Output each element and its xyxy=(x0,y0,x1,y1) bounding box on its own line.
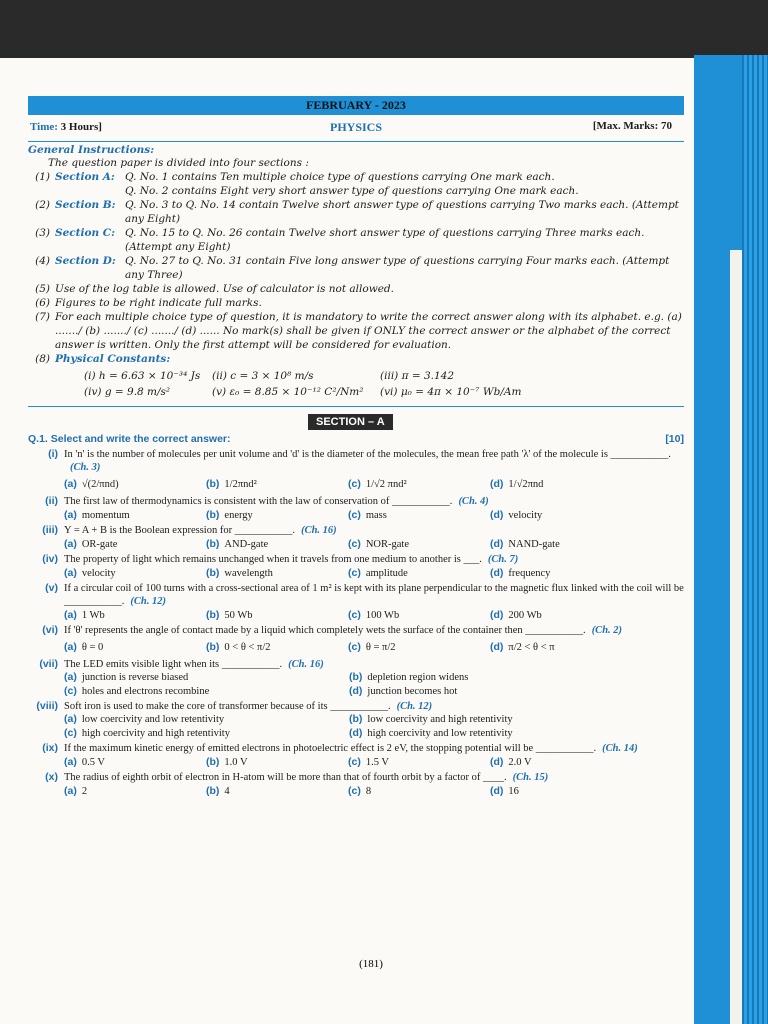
option xyxy=(64,713,349,726)
option xyxy=(64,567,206,580)
option-text: 4 xyxy=(224,786,230,797)
option-letter: (a) xyxy=(64,756,77,768)
option-text: low coercivity and low retentivity xyxy=(81,714,225,725)
option-text: depletion region widens xyxy=(367,672,469,683)
instruction-text: Q. No. 27 to Q. No. 31 contain Five long answer type of questions carrying Four marks each. (Attempt any Three) xyxy=(125,255,670,281)
section-divider xyxy=(28,406,684,433)
option-text: junction becomes hot xyxy=(367,686,458,697)
chapter-ref: (Ch. 16) xyxy=(288,659,324,670)
option-letter: (a) xyxy=(64,538,77,550)
option-letter: (c) xyxy=(64,727,77,739)
option-text: frequency xyxy=(508,568,551,579)
option xyxy=(206,756,348,769)
option-text: π/2 < θ < π xyxy=(508,642,555,653)
option xyxy=(348,756,490,769)
option-text: 200 Wb xyxy=(508,610,542,621)
option-letter: (a) xyxy=(64,609,77,621)
constant: (vi) μ₀ = 4π × 10⁻⁷ Wb/Am xyxy=(380,386,522,398)
mcq-item xyxy=(28,582,684,608)
option-text: amplitude xyxy=(365,568,408,579)
option-text: 1/√2 πnd² xyxy=(365,479,407,490)
option-letter: (d) xyxy=(490,509,504,521)
option-letter: (c) xyxy=(348,785,361,797)
option xyxy=(490,509,632,522)
chapter-ref: (Ch. 3) xyxy=(70,462,101,473)
option-letter: (d) xyxy=(490,609,504,621)
option-letter: (a) xyxy=(64,509,77,521)
instruction-text: Q. No. 2 contains Eight very short answer type of questions carrying One mark each. xyxy=(125,185,579,197)
option xyxy=(348,567,490,580)
mcq-number: (v) xyxy=(45,582,58,594)
constants-grid xyxy=(84,368,684,400)
mcq-options xyxy=(64,671,684,698)
instruction-text: Q. No. 3 to Q. No. 14 contain Twelve short answer type of questions carrying Two marks each. (Attempt any Eight) xyxy=(125,199,679,225)
option xyxy=(348,509,490,522)
instruction-text: Use of the log table is allowed. Use of calculator is not allowed. xyxy=(55,283,394,295)
option-text: energy xyxy=(224,510,253,521)
time-value: 3 Hours] xyxy=(60,121,102,133)
option-letter: (c) xyxy=(348,478,361,490)
instruction-text: Figures to be right indicate full marks. xyxy=(55,297,262,309)
option-text: mass xyxy=(365,510,387,521)
instruction-section: Section C: xyxy=(55,227,116,239)
instructions-title: General Instructions: xyxy=(28,144,155,156)
instruction-item xyxy=(28,226,684,254)
option-text: momentum xyxy=(81,510,130,521)
mcq-options xyxy=(64,756,684,769)
instruction-number: (7) xyxy=(35,311,50,323)
option-text: wavelength xyxy=(224,568,273,579)
mcq-number: (ix) xyxy=(42,742,58,754)
option xyxy=(490,567,632,580)
question-title: Select and write the correct answer: xyxy=(50,433,231,445)
question-block xyxy=(28,433,684,798)
mcq-options xyxy=(64,785,684,798)
option xyxy=(206,641,348,654)
option xyxy=(349,671,649,684)
option-letter: (c) xyxy=(348,756,361,768)
mcq-text: Y = A + B is the Boolean expression for ___________. xyxy=(64,525,296,536)
option xyxy=(206,509,348,522)
mcq-text: If 'θ' represents the angle of contact made by a liquid which completely wets the surface of the container then ___________. xyxy=(64,625,586,636)
option-text: 0.5 V xyxy=(81,757,105,768)
page-number: (181) xyxy=(359,958,383,970)
option-letter: (b) xyxy=(206,567,220,579)
option xyxy=(490,538,632,551)
mcq-number: (vii) xyxy=(39,658,58,670)
mcq-item xyxy=(28,624,684,637)
mcq-list xyxy=(28,448,684,798)
option-letter: (a) xyxy=(64,478,77,490)
option xyxy=(490,609,632,622)
option xyxy=(348,641,490,654)
option-text: NAND-gate xyxy=(508,539,560,550)
option-letter: (d) xyxy=(490,478,504,490)
mcq-number: (iii) xyxy=(42,524,58,536)
option-text: low coercivity and high retentivity xyxy=(367,714,513,725)
option-text: junction is reverse biased xyxy=(81,672,189,683)
option xyxy=(348,478,490,491)
option-text: 1 Wb xyxy=(81,610,105,621)
option xyxy=(206,785,348,798)
option-text: 1/√2πnd xyxy=(508,479,544,490)
option-letter: (c) xyxy=(348,609,361,621)
instruction-number: (6) xyxy=(35,297,50,309)
option-letter: (b) xyxy=(349,671,363,683)
mcq-item xyxy=(28,658,684,671)
instruction-number: (5) xyxy=(35,283,50,295)
scan-background xyxy=(0,0,768,60)
exam-date-banner: FEBRUARY - 2023 xyxy=(28,96,684,115)
mcq-item xyxy=(28,495,684,508)
instruction-item xyxy=(28,198,684,226)
option-text: θ = 0 xyxy=(81,642,104,653)
option-letter: (a) xyxy=(64,713,77,725)
mcq-number: (viii) xyxy=(36,700,58,712)
option-letter: (b) xyxy=(206,609,220,621)
instruction-item xyxy=(28,296,684,310)
constant: (i) h = 6.63 × 10⁻³⁴ Js xyxy=(84,370,201,382)
option xyxy=(349,685,649,698)
book-edge-pages xyxy=(742,55,768,1024)
instruction-section xyxy=(55,184,125,198)
mcq-options xyxy=(64,509,684,522)
chapter-ref: (Ch. 12) xyxy=(396,701,433,712)
option-text: √(2/πnd) xyxy=(81,479,119,490)
chapter-ref: (Ch. 15) xyxy=(512,772,549,783)
option xyxy=(349,727,649,740)
option xyxy=(64,756,206,769)
mcq-options xyxy=(64,641,684,654)
option xyxy=(64,478,206,491)
instruction-text: Q. No. 1 contains Ten multiple choice type of questions carrying One mark each. xyxy=(125,171,555,183)
option xyxy=(348,538,490,551)
instruction-section: Section B: xyxy=(55,199,116,211)
option xyxy=(64,538,206,551)
option-letter: (d) xyxy=(490,641,504,653)
option-letter: (b) xyxy=(206,509,220,521)
option-letter: (b) xyxy=(349,713,363,725)
option xyxy=(64,785,206,798)
option-text: AND-gate xyxy=(224,539,269,550)
mcq-number: (x) xyxy=(45,771,58,783)
option-text: 50 Wb xyxy=(224,610,253,621)
instruction-number: (3) xyxy=(35,227,50,239)
mcq-text: The radius of eighth orbit of electron in H-atom will be more than that of fourth orbit by a factor of ____. xyxy=(64,772,507,783)
mcq-text: If the maximum kinetic energy of emitted electrons in photoelectric effect is 2 eV, the stopping potential will be ___________. xyxy=(64,743,597,754)
chapter-ref: (Ch. 2) xyxy=(591,625,623,636)
chapter-ref: (Ch. 12) xyxy=(130,596,166,607)
option xyxy=(348,785,490,798)
section-title: SECTION – A xyxy=(308,414,393,430)
option-letter: (a) xyxy=(64,671,77,683)
mcq-item xyxy=(28,742,684,755)
instruction-item xyxy=(28,254,684,282)
option-text: OR-gate xyxy=(81,539,118,550)
option xyxy=(206,538,348,551)
exam-header-row xyxy=(28,115,684,142)
option-letter: (d) xyxy=(490,756,504,768)
mcq-options xyxy=(64,538,684,551)
constant: (iii) π = 3.142 xyxy=(380,370,455,382)
instruction-item xyxy=(28,184,684,198)
option-text: 8 xyxy=(365,786,372,797)
option xyxy=(348,609,490,622)
option-text: 100 Wb xyxy=(365,610,400,621)
subject-title: PHYSICS xyxy=(329,120,382,134)
option-letter: (a) xyxy=(64,785,77,797)
option-letter: (b) xyxy=(206,478,220,490)
mcq-options xyxy=(64,567,684,580)
chapter-ref: (Ch. 4) xyxy=(458,496,489,507)
option xyxy=(64,641,206,654)
option xyxy=(64,671,349,684)
option xyxy=(490,756,632,769)
page-margin xyxy=(730,250,742,1024)
instruction-item xyxy=(28,282,684,296)
option-text: 16 xyxy=(508,786,519,797)
instruction-number: (2) xyxy=(35,199,50,211)
mcq-text: If a circular coil of 100 turns with a cross-sectional area of 1 m² is kept with its plane perpendicular to the magnetic flux linked with the coil will be ___________. xyxy=(64,583,684,607)
constant: (v) ε₀ = 8.85 × 10⁻¹² C²/Nm² xyxy=(212,386,364,398)
instruction-item xyxy=(28,310,684,352)
option-letter: (c) xyxy=(348,641,361,653)
option xyxy=(64,727,349,740)
instruction-section: Section A: xyxy=(55,171,115,183)
question-number: Q.1. xyxy=(28,433,48,445)
exam-paper xyxy=(28,96,684,798)
option-letter: (b) xyxy=(206,538,220,550)
mcq-text: Soft iron is used to make the core of transformer because of its ___________. xyxy=(64,701,391,712)
option-text: 2 xyxy=(81,786,88,797)
option xyxy=(490,641,632,654)
option-letter: (d) xyxy=(349,727,363,739)
mcq-text: The LED emits visible light when its ___________. xyxy=(64,659,283,670)
mcq-text: The first law of thermodynamics is consistent with the law of conservation of ___________. xyxy=(64,496,453,507)
mcq-options xyxy=(64,478,684,491)
option-text: 1.5 V xyxy=(365,757,389,768)
option-letter: (d) xyxy=(349,685,363,697)
chapter-ref: (Ch. 14) xyxy=(602,743,638,754)
mcq-item xyxy=(28,448,684,474)
option-letter: (c) xyxy=(64,685,77,697)
mcq-number: (vi) xyxy=(42,624,58,636)
option-letter: (a) xyxy=(64,641,77,653)
instructions-intro: The question paper is divided into four sections : xyxy=(48,157,309,169)
option-text: 2.0 V xyxy=(508,757,532,768)
option-letter: (b) xyxy=(206,785,220,797)
mcq-text: The property of light which remains unchanged when it travels from one medium to another is ___. xyxy=(64,554,482,565)
option-letter: (c) xyxy=(348,538,361,550)
option-letter: (d) xyxy=(490,567,504,579)
instruction-text: Physical Constants: xyxy=(55,353,171,365)
instruction-number: (8) xyxy=(35,353,50,365)
instruction-section: Section D: xyxy=(55,255,116,267)
option-text: θ = π/2 xyxy=(365,642,396,653)
option-letter: (c) xyxy=(348,509,361,521)
question-marks: [10] xyxy=(665,433,684,445)
instructions-list xyxy=(28,170,684,366)
option-letter: (d) xyxy=(490,785,504,797)
instruction-number: (4) xyxy=(35,255,50,267)
option-text: holes and electrons recombine xyxy=(81,686,210,697)
mcq-number: (i) xyxy=(48,448,58,460)
mcq-options xyxy=(64,713,684,740)
chapter-ref: (Ch. 7) xyxy=(487,554,519,565)
option-text: high coercivity and low retentivity xyxy=(367,728,513,739)
option-letter: (b) xyxy=(206,756,220,768)
option xyxy=(206,478,348,491)
option-text: high coercivity and high retentivity xyxy=(81,728,230,739)
max-marks: [Max. Marks: 70 xyxy=(592,120,672,132)
option xyxy=(490,478,632,491)
mcq-number: (ii) xyxy=(45,495,58,507)
option xyxy=(349,713,649,726)
instruction-text: Q. No. 15 to Q. No. 26 contain Twelve short answer type of questions carrying Three marks each. (Attempt any Eight) xyxy=(125,227,645,253)
option-text: velocity xyxy=(508,510,543,521)
option xyxy=(64,609,206,622)
option-letter: (b) xyxy=(206,641,220,653)
mcq-item xyxy=(28,553,684,566)
option xyxy=(206,609,348,622)
option-text: NOR-gate xyxy=(365,539,409,550)
option-letter: (d) xyxy=(490,538,504,550)
option xyxy=(206,567,348,580)
mcq-options xyxy=(64,609,684,622)
constant: (iv) g = 9.8 m/s² xyxy=(84,386,171,398)
option xyxy=(490,785,632,798)
mcq-item xyxy=(28,700,684,713)
chapter-ref: (Ch. 16) xyxy=(301,525,337,536)
option-text: 0 < θ < π/2 xyxy=(224,642,271,653)
instruction-item xyxy=(28,170,684,184)
instruction-number xyxy=(28,184,55,198)
instruction-text: For each multiple choice type of question, it is mandatory to write the correct answer along with its alphabet. e.g. (a) ......./ (b) ......./ (c) ......./ (d) ...... No mark(s) shall be given if ONLY the correct answer or the alphabet of the correct answer is written. Only the first attempt will be considered for evaluation. xyxy=(55,311,682,351)
mcq-item xyxy=(28,524,684,537)
option-letter: (a) xyxy=(64,567,77,579)
instruction-item xyxy=(28,352,684,366)
option-text: velocity xyxy=(81,568,116,579)
option-text: 1/2πnd² xyxy=(224,479,257,490)
instruction-number: (1) xyxy=(35,171,50,183)
mcq-number: (iv) xyxy=(42,553,58,565)
option-text: 1.0 V xyxy=(224,757,248,768)
constant: (ii) c = 3 × 10⁸ m/s xyxy=(212,370,314,382)
mcq-item xyxy=(28,771,684,784)
option-letter: (c) xyxy=(348,567,361,579)
time-label: Time: xyxy=(30,121,58,133)
option xyxy=(64,685,349,698)
mcq-text: In 'n' is the number of molecules per unit volume and 'd' is the diameter of the molecules, the mean free path 'λ' of the molecule is ___________. xyxy=(64,449,671,460)
option xyxy=(64,509,206,522)
